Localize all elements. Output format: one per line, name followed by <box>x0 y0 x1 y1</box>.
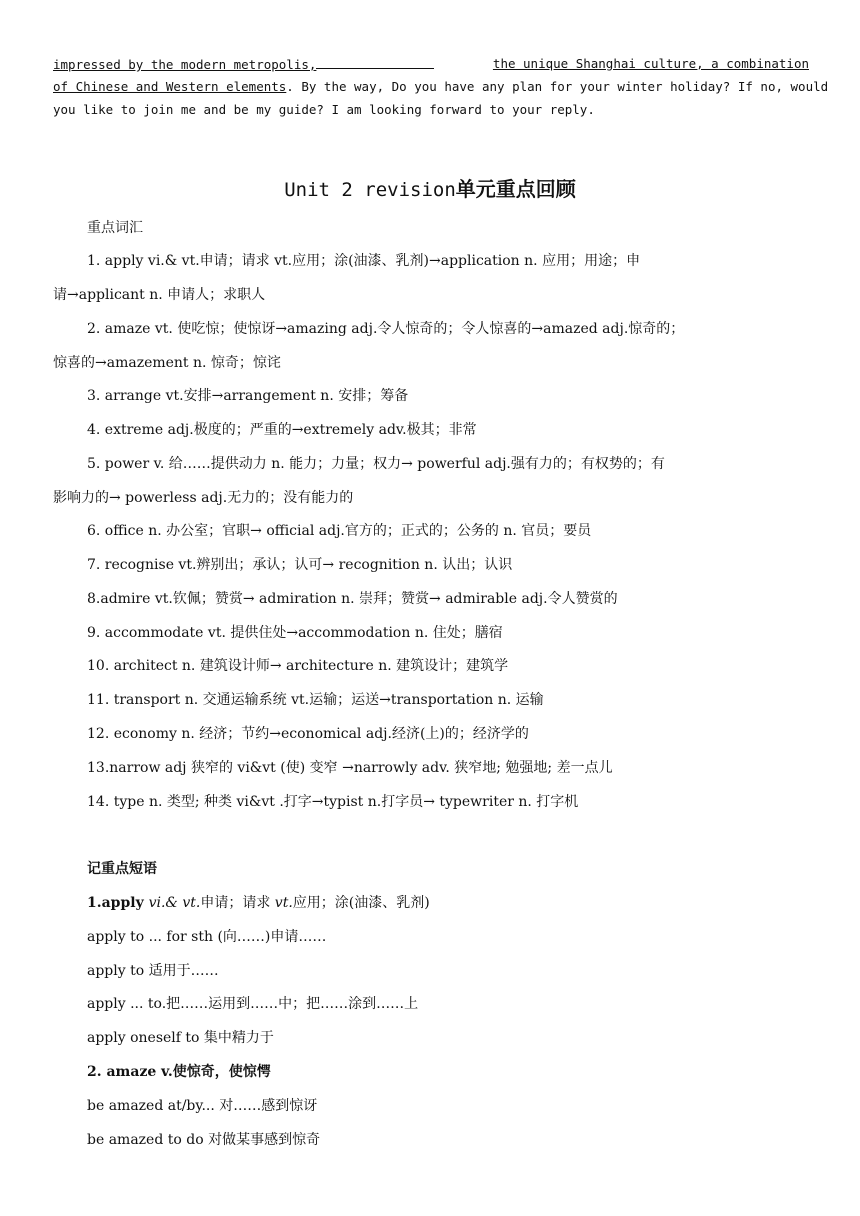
phrase-apply-pos-2: vt. <box>274 895 293 911</box>
phrase-apply-head <box>87 893 430 913</box>
page-title <box>0 176 860 203</box>
phrases-heading: 记重点短语 <box>87 861 157 877</box>
vocab-line: 6. office n. 办公室；官职→ official adj.官方的；正式的；公务的 n. 官员；要员 <box>87 523 592 539</box>
vocab-line: 4. extreme adj.极度的；严重的→extremely adv.极其；非常 <box>87 422 477 438</box>
intro-line-2-rest: . By the way, Do you have any plan for your winter holiday? If no, would <box>286 79 829 94</box>
phrase-item: apply to ... for sth (向……)申请…… <box>87 929 327 945</box>
vocab-line: 13.narrow adj 狭窄的 vi&vt (使) 变窄 →narrowly adv. 狭窄地; 勉强地; 差一点儿 <box>87 760 613 776</box>
vocab-line: 12. economy n. 经济；节约→economical adj.经济(上)的；经济学的 <box>87 726 529 742</box>
vocab-line: 3. arrange vt.安排→arrangement n. 安排；筹备 <box>87 388 409 404</box>
vocab-line: 14. type n. 类型; 种类 vi&vt .打字→typist n.打字员→ typewriter n. 打字机 <box>87 794 579 810</box>
intro-line-1-a: impressed by the modern metropolis, <box>53 57 317 72</box>
vocab-line: 9. accommodate vt. 提供住处→accommodation n. 住处；膳宿 <box>87 625 503 641</box>
phrase-item: be amazed to do 对做某事感到惊奇 <box>87 1132 321 1148</box>
intro-line-2 <box>53 77 829 97</box>
vocab-line: 8.admire vt.钦佩；赞赏→ admiration n. 崇拜；赞赏→ admirable adj.令人赞赏的 <box>87 591 618 607</box>
phrase-amaze-head: 2. amaze v.使惊奇，使惊愕 <box>87 1064 271 1080</box>
vocab-line: 影响力的→ powerless adj.无力的；没有能力的 <box>53 490 354 506</box>
vocab-line: 10. architect n. 建筑设计师→ architecture n. 建筑设计；建筑学 <box>87 658 509 674</box>
title-chinese: 单元重点回顾 <box>455 177 576 201</box>
vocab-line: 2. amaze vt. 使吃惊；使惊讶→amazing adj.令人惊奇的；令人惊喜的→amazed adj.惊奇的； <box>87 321 685 337</box>
vocab-heading: 重点词汇 <box>87 220 143 236</box>
vocab-line: 请→applicant n. 申请人；求职人 <box>53 287 266 303</box>
vocab-line: 1. apply vi.& vt.申请；请求 vt.应用；涂(油漆、乳剂)→application n. 应用；用途；申 <box>87 253 641 269</box>
phrase-apply-word: 1.apply <box>87 895 149 911</box>
phrase-apply-pos-1: vi.& vt. <box>148 895 201 911</box>
vocab-line: 惊喜的→amazement n. 惊奇；惊诧 <box>53 355 281 371</box>
intro-line-2-underlined: of Chinese and Western elements <box>53 79 287 94</box>
phrase-item: apply ... to.把……运用到……中；把……涂到……上 <box>87 996 419 1012</box>
phrase-apply-meaning-2: 应用；涂(油漆、乳剂) <box>292 895 430 911</box>
phrase-item: apply to 适用于…… <box>87 963 219 979</box>
title-english: Unit 2 revision <box>284 179 456 201</box>
phrase-item: apply oneself to 集中精力于 <box>87 1030 274 1046</box>
intro-line-1-b: the unique Shanghai culture, a combination <box>492 56 809 71</box>
fill-blank <box>316 54 434 69</box>
phrase-item: be amazed at/by... 对……感到惊讶 <box>87 1098 318 1114</box>
vocab-line: 5. power v. 给……提供动力 n. 能力；力量；权力→ powerful adj.强有力的；有权势的；有 <box>87 456 665 472</box>
vocab-line: 11. transport n. 交通运输系统 vt.运输；运送→transportation n. 运输 <box>87 692 544 708</box>
intro-line-1 <box>53 54 809 75</box>
intro-line-3: you like to join me and be my guide? I am looking forward to your reply. <box>53 102 595 117</box>
phrase-apply-meaning-1: 申请；请求 <box>200 895 275 911</box>
vocab-line: 7. recognise vt.辨别出；承认；认可→ recognition n. 认出；认识 <box>87 557 513 573</box>
